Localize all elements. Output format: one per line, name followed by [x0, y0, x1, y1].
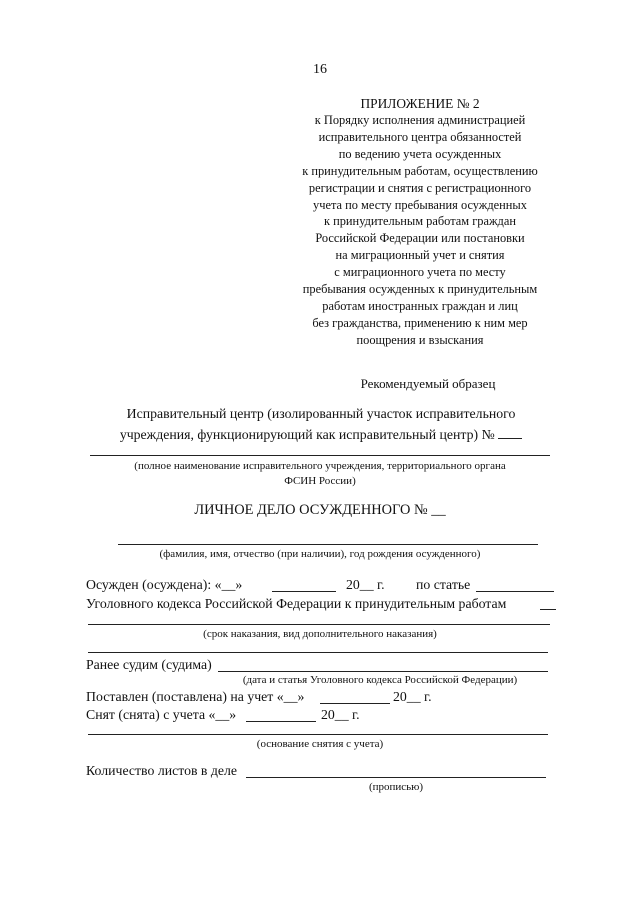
- appendix-line: работам иностранных граждан и лиц: [322, 298, 518, 313]
- name-line[interactable]: [118, 544, 538, 545]
- center-number-field[interactable]: [498, 426, 522, 439]
- registered-month-field[interactable]: [320, 703, 390, 704]
- sheets-field[interactable]: [246, 777, 546, 778]
- appendix-line: учета по месту пребывания осужденных: [313, 197, 527, 212]
- convicted-article-label: по статье: [416, 577, 471, 592]
- recommended-sample-label: Рекомендуемый образец: [360, 376, 496, 391]
- appendix-line: поощрения и взыскания: [356, 332, 484, 347]
- removed-label: Снят (снята) с учета «__»: [86, 707, 237, 722]
- appendix-line: пребывания осужденных к принудительным: [302, 282, 538, 297]
- appendix-title: ПРИЛОЖЕНИЕ № 2: [360, 96, 480, 111]
- appendix-line: по ведению учета осужденных: [338, 146, 502, 161]
- registered-year: 20__ г.: [393, 689, 432, 704]
- appendix-block: [270, 95, 570, 349]
- appendix-line: с миграционного учета по месту: [334, 265, 506, 280]
- removal-hint: (основание снятия с учета): [256, 738, 384, 750]
- removed-month-field[interactable]: [246, 721, 316, 722]
- convicted-year: 20__ г.: [346, 577, 385, 592]
- appendix-line: к принудительным работам граждан: [323, 214, 516, 229]
- page-number: 16: [313, 62, 327, 77]
- previous-label: Ранее судим (судима): [86, 657, 212, 672]
- convicted-article-field[interactable]: [476, 591, 554, 592]
- appendix-line: Российской Федерации или постановки: [315, 231, 525, 246]
- convicted-line-2: Уголовного кодекса Российской Федерации к принудительным работам: [86, 596, 507, 611]
- term-line-2[interactable]: [88, 652, 548, 653]
- name-hint: (фамилия, имя, отчество (при наличии), год рождения осужденного): [159, 548, 481, 560]
- sheets-hint: (прописью): [368, 781, 424, 793]
- removal-reason-line[interactable]: [88, 734, 548, 735]
- appendix-line: на миграционный учет и снятия: [335, 248, 505, 263]
- center-line-2-text: учреждения, функционирующий как исправительный центр) №: [119, 427, 495, 442]
- sheets-label: Количество листов в деле: [86, 763, 238, 778]
- center-line-1: Исправительный центр (изолированный участок исправительного: [126, 406, 516, 421]
- appendix-line: без гражданства, применению к ним мер: [312, 315, 528, 330]
- previous-hint: (дата и статья Уголовного кодекса Российской Федерации): [242, 674, 518, 686]
- term-line[interactable]: [88, 624, 550, 625]
- removed-year: 20__ г.: [321, 707, 360, 722]
- appendix-line: к Порядку исполнения администрацией: [314, 113, 526, 127]
- convicted-month-field[interactable]: [272, 591, 336, 592]
- center-line-2: [86, 426, 556, 443]
- appendix-line: к принудительным работам, осуществлению: [302, 163, 538, 178]
- convicted-label: Осужден (осуждена): «__»: [86, 577, 243, 592]
- registered-label: Поставлен (поставлена) на учет «__»: [86, 689, 305, 704]
- dossier-title: ЛИЧНОЕ ДЕЛО ОСУЖДЕННОГО № __: [194, 502, 446, 518]
- appendix-line: исправительного центра обязанностей: [318, 129, 522, 144]
- institution-hint-2: ФСИН России): [284, 475, 356, 487]
- appendix-line: регистрации и снятия с регистрационного: [308, 180, 532, 195]
- previous-field[interactable]: [218, 671, 548, 672]
- institution-name-line[interactable]: [90, 455, 550, 456]
- institution-hint-1: (полное наименование исправительного учреждения, территориального органа: [134, 460, 506, 472]
- term-hint: (срок наказания, вид дополнительного наказания): [203, 628, 437, 640]
- convicted-line-2-field[interactable]: [540, 609, 556, 610]
